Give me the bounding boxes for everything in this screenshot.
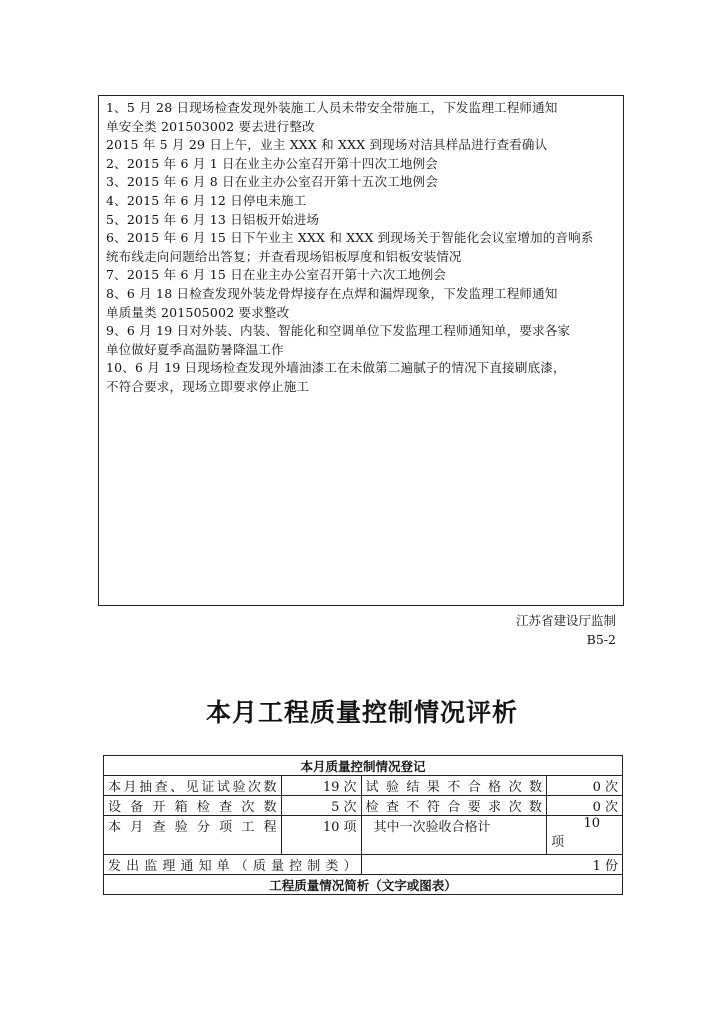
log-line: 2015 年 5 月 29 日上午，业主 XXX 和 XXX 到现场对洁具样品进行查看确认	[106, 137, 548, 153]
unpacking-check-value: 5 次	[281, 796, 361, 816]
form-code: B5-2	[586, 632, 616, 647]
log-line: 单质量类 201505002 要求整改	[106, 304, 290, 320]
table-header: 本月质量控制情况登记	[104, 756, 623, 776]
first-pass-number: 10	[583, 816, 600, 831]
analysis-header: 工程质量情况简析（文字或图表）	[104, 875, 623, 895]
log-line: 2、2015 年 6 月 1 日在业主办公室召开第十四次工地例会	[106, 155, 438, 171]
log-line: 6、2015 年 6 月 15 日下午业主 XXX 和 XXX 到现场关于智能化会议室增加的音响系	[106, 230, 594, 246]
log-line: 单安全类 201503002 要去进行整改	[106, 118, 315, 134]
issuer-label: 江苏省建设厅监制	[515, 613, 616, 628]
log-line: 统布线走向问题给出答复；并查看现场铝板厚度和铝板安装情况	[106, 248, 462, 264]
subitem-check-label: 本月查验分项工程	[104, 816, 282, 855]
log-line: 9、6 月 19 日对外装、内装、智能化和空调单位下发监理工程师通知单，要求各家	[106, 323, 571, 339]
nonconforming-value: 0 次	[547, 796, 623, 816]
failed-test-value: 0 次	[547, 776, 623, 796]
page-title: 本月工程质量控制情况评析	[205, 698, 518, 727]
log-line: 4、2015 年 6 月 12 日停电未施工	[106, 192, 307, 208]
log-line: 7、2015 年 6 月 15 日在业主办公室召开第十六次工地例会	[106, 267, 447, 283]
log-line: 1、5 月 28 日现场检查发现外装施工人员未带安全带施工，下发监理工程师通知	[106, 100, 558, 115]
table-row	[104, 855, 623, 875]
first-pass-value	[547, 816, 623, 855]
table-row	[104, 776, 623, 796]
log-line: 5、2015 年 6 月 13 日铝板开始进场	[106, 211, 320, 227]
inspection-count-label: 本月抽查、见证试验次数	[104, 776, 282, 796]
log-line: 单位做好夏季高温防暑降温工作	[106, 341, 284, 357]
log-lines	[106, 99, 618, 397]
inspection-count-value: 19 次	[281, 776, 361, 796]
first-pass-label: 其中一次验收合格计	[361, 816, 547, 855]
table-footer-row	[104, 875, 623, 895]
quality-control-table	[103, 755, 623, 895]
log-line: 8、6 月 18 日检查发现外装龙骨焊接存在点焊和漏焊现象，下发监理工程师通知	[106, 285, 558, 301]
table-row	[104, 796, 623, 816]
log-line: 不符合要求，现场立即要求停止施工	[106, 378, 310, 394]
unpacking-check-label: 设备开箱检查次数	[104, 796, 282, 816]
log-line: 3、2015 年 6 月 8 日在业主办公室召开第十五次工地例会	[106, 174, 438, 190]
supervision-log-box	[98, 95, 624, 606]
first-pass-unit: 项	[551, 835, 565, 850]
subitem-check-value: 10 项	[281, 816, 361, 855]
notice-count-value: 1 份	[361, 855, 623, 875]
failed-test-label: 试验结果不合格次数	[361, 776, 547, 796]
log-line: 10、6 月 19 日现场检查发现外墙油漆工在未做第二遍腻子的情况下直接刷底漆，	[106, 360, 566, 376]
table-header-row	[104, 756, 623, 776]
table-row	[104, 816, 623, 855]
nonconforming-label: 检查不符合要求次数	[361, 796, 547, 816]
notice-count-label: 发出监理通知单（质量控制类）	[104, 855, 362, 875]
